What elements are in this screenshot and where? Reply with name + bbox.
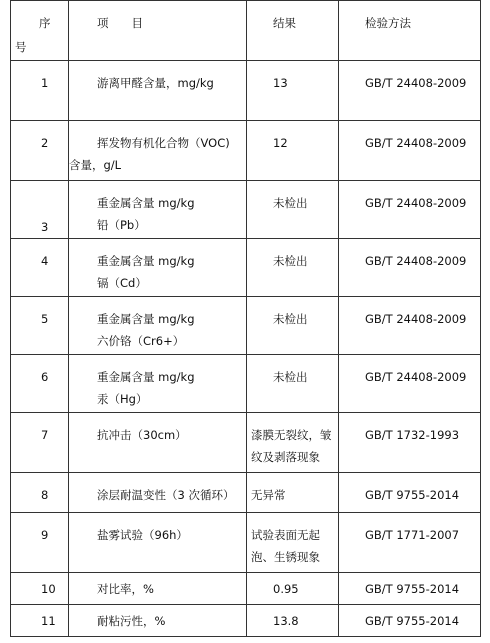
table-row [11,61,481,121]
row-item: 涂层耐温变性（3 次循环） [97,488,235,502]
row-result: 未检出 [273,254,308,268]
row-method: GB/T 24408-2009 [365,136,467,150]
row-item: 游离甲醛含量，mg/kg [97,76,214,90]
row-result: 无异常 [251,488,286,502]
row-item-line2: 含量，g/L [69,158,122,172]
table-row [11,513,481,573]
row-item: 对比率，% [97,582,154,596]
table-row [11,297,481,355]
row-item-line2: 镉（Cd） [97,276,147,290]
table-row [11,121,481,181]
row-number: 11 [41,614,56,628]
table-row [11,473,481,513]
row-method: GB/T 24408-2009 [365,370,467,384]
row-method: GB/T 24408-2009 [365,196,467,210]
table-row [11,413,481,473]
row-method: GB/T 1732-1993 [365,428,460,442]
row-item: 挥发物有机化合物（VOC) [97,136,230,150]
header-method-cell [339,1,481,61]
header-result-cell [247,1,339,61]
row-method: GB/T 24408-2009 [365,312,467,326]
header-result: 结果 [273,16,296,30]
row-number: 3 [41,220,49,234]
header-no-top: 序 [39,16,51,30]
table-row [11,355,481,413]
row-item: 重金属含量 mg/kg [97,312,195,326]
row-method: GB/T 9755-2014 [365,582,460,596]
table-header-row [11,1,481,61]
row-method: GB/T 24408-2009 [365,254,467,268]
row-result-line2: 泡、生锈现象 [251,550,320,564]
row-number: 9 [41,528,49,542]
row-item: 重金属含量 mg/kg [97,196,195,210]
row-result: 12 [273,136,288,150]
header-item: 项 目 [97,16,143,30]
row-result: 0.95 [273,582,299,596]
row-number: 5 [41,312,49,326]
row-item: 抗冲击（30cm） [97,428,187,442]
table-row [11,239,481,297]
row-result: 未检出 [273,370,308,384]
row-item-line2: 汞（Hg） [97,392,148,406]
header-item-cell [69,1,247,61]
row-item-line2: 六价铬（Cr6+） [97,334,185,348]
row-method: GB/T 9755-2014 [365,488,460,502]
row-result: 试验表面无起 [251,528,320,542]
row-result: 13 [273,76,288,90]
row-method: GB/T 9755-2014 [365,614,460,628]
row-result: 未检出 [273,312,308,326]
table-row [11,573,481,605]
row-number: 4 [41,254,49,268]
row-result: 漆膜无裂纹，皱 [251,428,332,442]
header-no-bottom: 号 [15,40,27,54]
test-results-table [10,0,481,637]
row-result: 未检出 [273,196,308,210]
row-method: GB/T 24408-2009 [365,76,467,90]
row-number: 6 [41,370,49,384]
row-result: 13.8 [273,614,299,628]
header-method: 检验方法 [365,16,411,30]
row-method: GB/T 1771-2007 [365,528,460,542]
row-number: 1 [41,76,49,90]
row-item-line2: 铅（Pb） [97,218,146,232]
row-item: 盐雾试验（96h） [97,528,188,542]
row-number: 10 [41,582,56,596]
table-row [11,605,481,637]
table-row [11,181,481,239]
row-number: 8 [41,488,49,502]
header-no-cell [11,1,69,61]
row-item: 耐粘污性，% [97,614,166,628]
row-number: 2 [41,136,49,150]
row-item: 重金属含量 mg/kg [97,254,195,268]
row-number: 7 [41,428,49,442]
row-result-line2: 纹及剥落现象 [251,450,320,464]
row-item: 重金属含量 mg/kg [97,370,195,384]
